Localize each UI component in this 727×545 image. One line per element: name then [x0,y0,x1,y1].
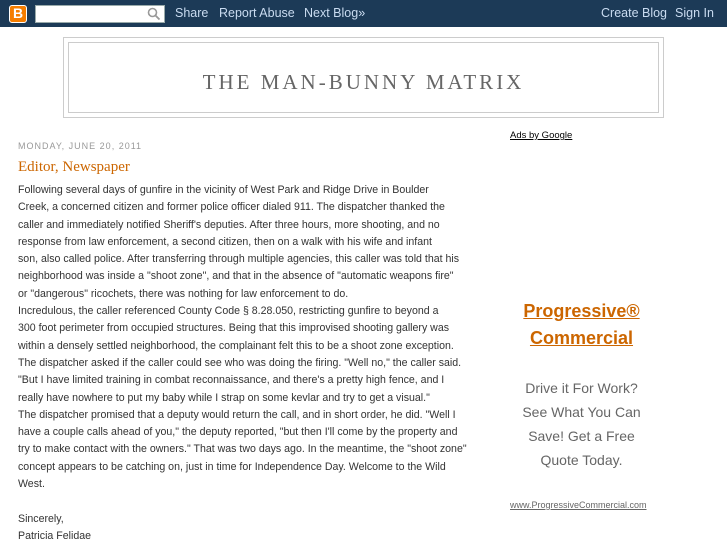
share-link[interactable]: Share [175,6,209,20]
post-line: response from law enforcement, a second citizen, then on a walk with his wife and infant [18,235,432,248]
post-line: The dispatcher asked if the caller could see who was doing the firing. "Well no," the caller said. [18,356,462,369]
ad-url-link[interactable]: www.ProgressiveCommercial.com [510,500,647,510]
post-title[interactable]: Editor, Newspaper [18,159,130,175]
create-blog-link[interactable]: Create Blog [601,6,668,20]
post-line: or "dangerous" ricochets, there was nothing for law enforcement to do. [18,287,349,300]
ad-body-line: Quote Today. [540,452,623,468]
post-line: Following several days of gunfire in the vicinity of West Park and Ridge Drive in Boulder [18,184,429,196]
post-line: caller and immediately notified Sheriff's deputies. After three hours, more shooting, and no [18,218,440,231]
ad-body-line: Save! Get a Free [528,428,635,444]
post-line: "But I have limited training in combat reconnaissance, and there's a pretty high fence, and I [18,374,445,387]
post-line: within a densely settled neighborhood, the complainant felt this to be a shoot zone exception. [18,339,454,352]
ad-body-line: See What You Can [522,404,641,420]
post-signature: Patricia Felidae [18,529,92,542]
post-line: concept appears to be catching on, just in time for Independence Day. Welcome to the Wild [18,460,446,473]
blog-header-inner [68,42,659,113]
paragraph-gap [18,493,488,510]
post-line: try to make contact with the owners." That was two days ago. In the meantime, the "shoot zone" [18,443,467,456]
blogger-navbar [0,0,727,27]
search-icon[interactable] [147,7,161,21]
ads-by-google-link[interactable]: Ads by Google [510,130,573,141]
ad-title-link[interactable] [500,298,663,352]
blog-header [63,37,664,118]
blog-title[interactable]: THE MAN-BUNNY MATRIX [202,70,525,94]
ad-body[interactable] [500,376,663,472]
ad-body-line: Drive it For Work? [525,380,638,396]
post-line: Incredulous, the caller referenced County Code § 8.28.050, restricting gunfire to beyond a [18,305,439,318]
post-line: West. [18,478,45,491]
ad-title-line: Progressive® [523,301,640,321]
post-line: son, also called police. After transferring through multiple agencies, this caller was told that his [18,253,460,266]
post-closing: Sincerely, [18,512,64,525]
post-line: have a couple calls ahead of you," the deputy reported, "but then I'll come by the property and [18,426,458,439]
post-date: MONDAY, JUNE 20, 2011 [18,141,143,151]
next-blog-link[interactable]: Next Blog» [304,6,366,20]
post-line: Creek, a concerned citizen and former police officer dialed 911. The dispatcher thanked the [18,201,445,214]
post-line: The dispatcher promised that a deputy would return the call, and in short order, he did. "Well I [18,408,456,421]
ad-title-line: Commercial [529,328,634,348]
sign-in-link[interactable]: Sign In [675,6,714,20]
post-line: 300 foot perimeter from occupied structures. Being that this improvised shooting gallery was [18,322,450,335]
post-line: really have nowhere to put my baby while I strap on some kevlar and try to get a visual." [18,391,430,404]
search-input[interactable] [35,5,165,23]
report-abuse-link[interactable]: Report Abuse [219,6,295,20]
blogger-logo-icon[interactable]: B [9,5,27,23]
post-line: neighborhood was inside a "shoot zone", and that in the absence of "automatic weapons fire" [18,270,454,283]
post-body [18,182,488,545]
